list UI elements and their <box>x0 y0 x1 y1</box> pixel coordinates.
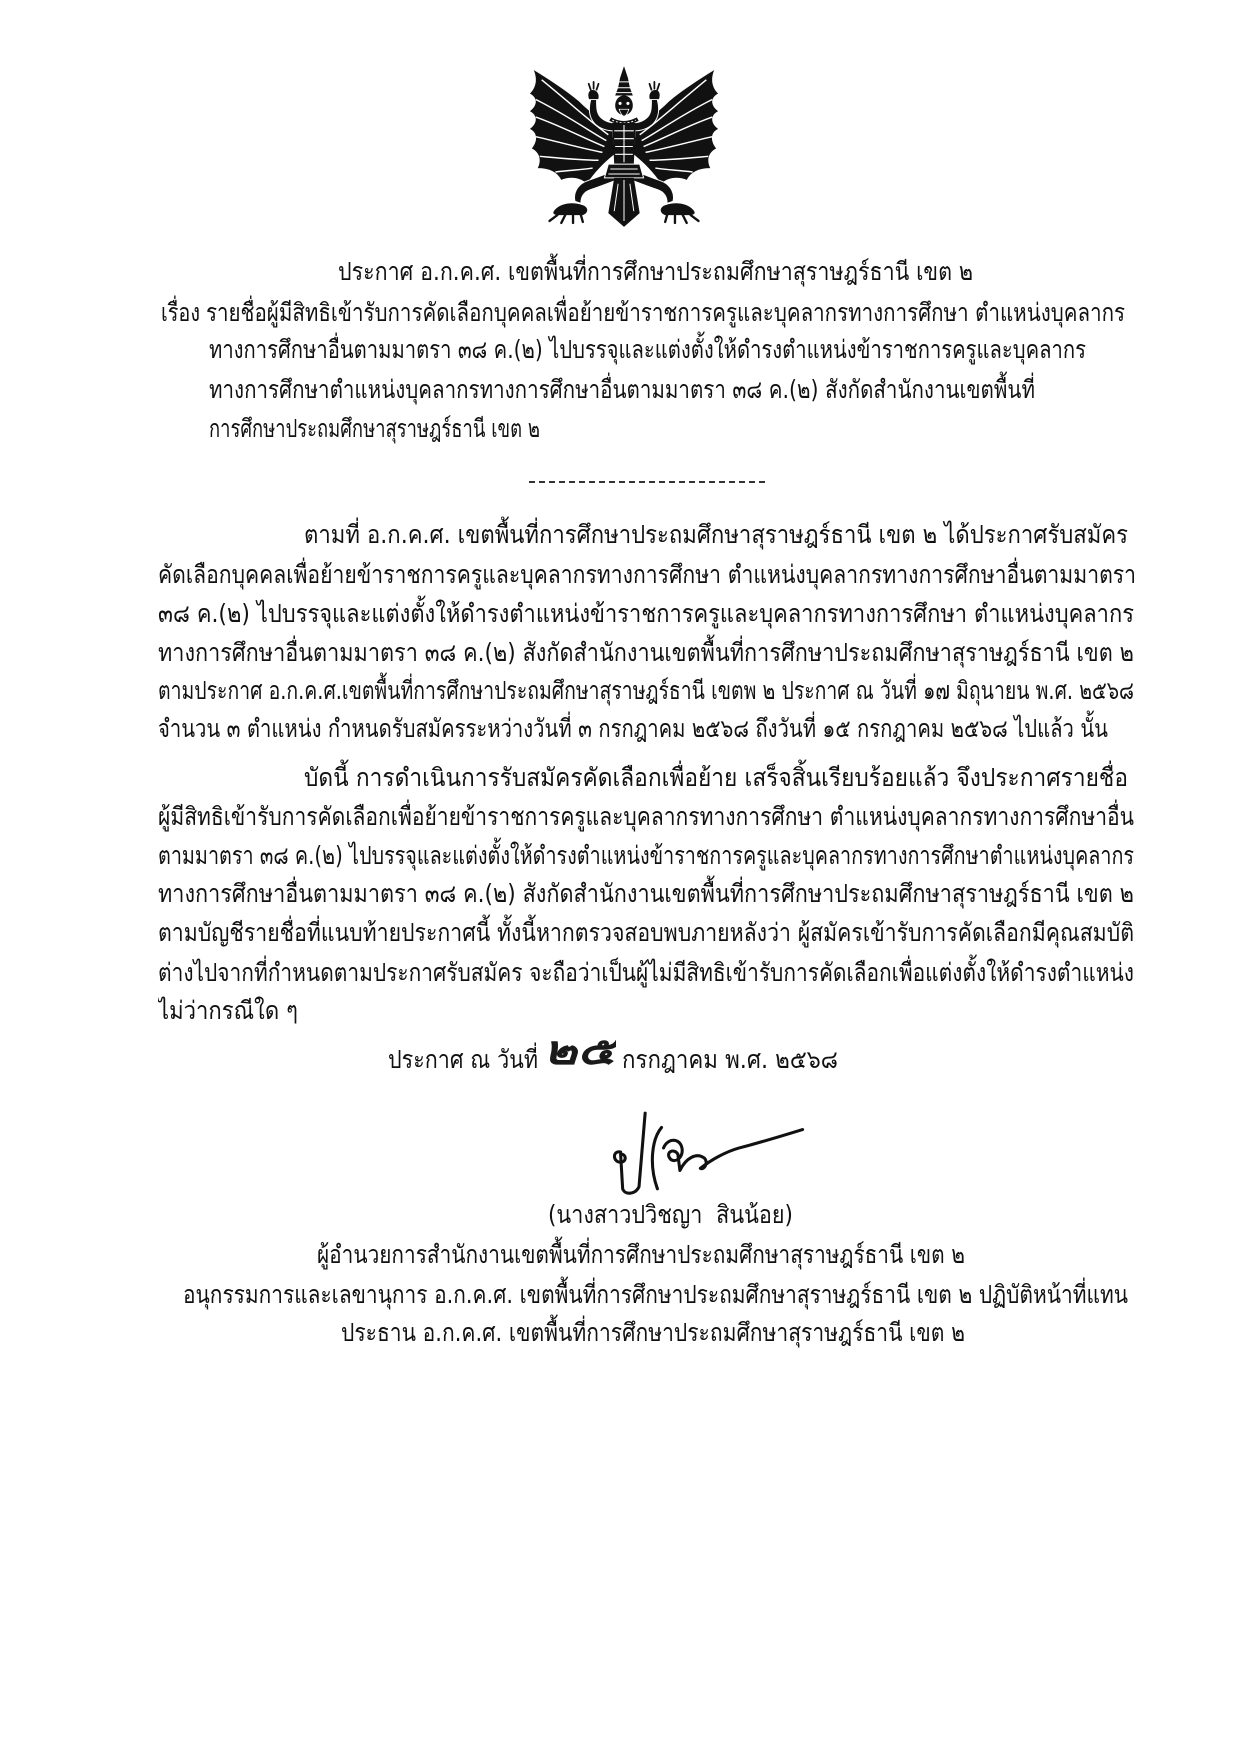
paragraph-2-line <box>158 798 1134 836</box>
subject-line <box>209 410 540 448</box>
handwritten-signature-icon <box>600 1105 815 1197</box>
body-line-text: ทางการศึกษาอื่นตามมาตรา ๓๘ ค.(๒) สังกัดสำนักงานเขตพื้นที่การศึกษาประถมศึกษาสุราษฎร์ธานี เขต ๒ <box>158 638 1134 667</box>
signatory-name <box>548 1196 793 1234</box>
date-suffix <box>622 1041 838 1079</box>
announcement-title-text: ประกาศ อ.ก.ค.ศ. เขตพื้นที่การศึกษาประถมศึกษาสุราษฎร์ธานี เขต ๒ <box>338 257 973 286</box>
body-line-text: ต่างไปจากที่กำหนดตามประกาศรับสมัคร จะถือว่าเป็นผู้ไม่มีสิทธิเข้ารับการคัดเลือกเพื่อแต่งตั้งให้ดำรงตำแหน่ง <box>158 958 1134 987</box>
body-line-text: ทางการศึกษาอื่นตามมาตรา ๓๘ ค.(๒) สังกัดสำนักงานเขตพื้นที่การศึกษาประถมศึกษาสุราษฎร์ธานี เขต ๒ <box>158 879 1134 908</box>
paragraph-1-line <box>158 556 1136 594</box>
subject-line <box>206 294 1125 332</box>
body-line-text: ตามประกาศ อ.ก.ค.ศ.เขตพื้นที่การศึกษาประถมศึกษาสุราษฎร์ธานี เขตพ ๒ ประกาศ ณ วันที่ ๑๗ มิถุนายน พ.ศ. ๒๕๖๘ <box>158 676 1134 705</box>
signatory-title-text: ประธาน อ.ก.ค.ศ. เขตพื้นที่การศึกษาประถมศึกษาสุราษฎร์ธานี เขต ๒ <box>341 1318 965 1347</box>
body-line-text: ๓๘ ค.(๒) ไปบรรจุและแต่งตั้งให้ดำรงตำแหน่งข้าราชการครูและบุคลากรทางการศึกษา ตำแหน่งบุคลากร <box>158 599 1134 628</box>
signatory-title-line <box>183 1276 1128 1314</box>
date-day-text: ๒๕ <box>543 1028 616 1074</box>
paragraph-2-line <box>158 992 298 1030</box>
subject-line-text: รายชื่อผู้มีสิทธิเข้ารับการคัดเลือกบุคคลเพื่อย้ายข้าราชการครูและบุคลากรทางการศึกษา ตำแหน่งบุคลากร <box>206 298 1125 327</box>
paragraph-1-line <box>158 634 1134 672</box>
subject-line-text: ทางการศึกษาอื่นตามมาตรา ๓๘ ค.(๒) ไปบรรจุและแต่งตั้งให้ดำรงตำแหน่งข้าราชการครูและบุคลากร <box>209 335 1086 364</box>
body-line-text: บัดนี้ การดำเนินการรับสมัครคัดเลือกเพื่อย้าย เสร็จสิ้นเรียบร้อยแล้ว จึงประกาศรายชื่อ <box>304 763 1128 792</box>
subject-line <box>209 371 1035 409</box>
signatory-title-line <box>317 1236 965 1274</box>
subject-label <box>161 294 200 332</box>
paragraph-2-line <box>304 759 1128 797</box>
garuda-emblem-icon <box>526 64 722 230</box>
separator-line <box>529 481 765 483</box>
subject-label-text: เรื่อง <box>161 298 200 327</box>
date-prefix <box>388 1041 538 1079</box>
paragraph-2-line <box>158 954 1134 992</box>
signatory-title-line <box>341 1314 965 1352</box>
paragraph-1-line <box>158 595 1134 633</box>
signatory-title-text: อนุกรรมการและเลขานุการ อ.ก.ค.ศ. เขตพื้นที่การศึกษาประถมศึกษาสุราษฎร์ธานี เขต ๒ ปฏิบัติหน้าที่แทน <box>183 1280 1128 1309</box>
paragraph-2-line <box>158 875 1134 913</box>
signatory-title-text: ผู้อำนวยการสำนักงานเขตพื้นที่การศึกษาประถมศึกษาสุราษฎร์ธานี เขต ๒ <box>317 1240 965 1269</box>
subject-line-text: การศึกษาประถมศึกษาสุราษฎร์ธานี เขต ๒ <box>209 414 540 443</box>
paragraph-1-line <box>158 710 1108 748</box>
subject-line <box>209 331 1086 369</box>
paragraph-1-line <box>304 516 1128 554</box>
body-line-text: ตามมาตรา ๓๘ ค.(๒) ไปบรรจุและแต่งตั้งให้ดำรงตำแหน่งข้าราชการครูและบุคลากรทางการศึกษาตำแหน่งบุคลากร <box>158 841 1134 870</box>
date-prefix-text: ประกาศ ณ วันที่ <box>388 1045 538 1074</box>
body-line-text: คัดเลือกบุคคลเพื่อย้ายข้าราชการครูและบุคลากรทางการศึกษา ตำแหน่งบุคลากรทางการศึกษาอื่นตามมาตรา <box>158 560 1136 589</box>
body-line-text: ตามที่ อ.ก.ค.ศ. เขตพื้นที่การศึกษาประถมศึกษาสุราษฎร์ธานี เขต ๒ ได้ประกาศรับสมัคร <box>304 520 1128 549</box>
date-day-handwritten <box>543 1028 616 1074</box>
body-line-text: จำนวน ๓ ตำแหน่ง กำหนดรับสมัครระหว่างวันที่ ๓ กรกฎาคม ๒๕๖๘ ถึงวันที่ ๑๕ กรกฎาคม ๒๕๖๘ ไปแล้ว นั้น <box>158 714 1108 743</box>
body-line-text: ผู้มีสิทธิเข้ารับการคัดเลือกเพื่อย้ายข้าราชการครูและบุคลากรทางการศึกษา ตำแหน่งบุคลากรทางการศึกษาอื่น <box>158 802 1134 831</box>
announcement-title <box>338 253 973 291</box>
signatory-name-text: (นางสาวปวิชญา สินน้อย) <box>548 1200 793 1229</box>
paragraph-1-line <box>158 672 1134 710</box>
paragraph-2-line <box>158 837 1134 875</box>
paragraph-2-line <box>158 914 1134 952</box>
date-suffix-text: กรกฎาคม พ.ศ. ๒๕๖๘ <box>622 1045 838 1074</box>
subject-line-text: ทางการศึกษาตำแหน่งบุคลากรทางการศึกษาอื่นตามมาตรา ๓๘ ค.(๒) สังกัดสำนักงานเขตพื้นที่ <box>209 375 1035 404</box>
body-line-text: ตามบัญชีรายชื่อที่แนบท้ายประกาศนี้ ทั้งนี้หากตรวจสอบพบภายหลังว่า ผู้สมัครเข้ารับการคัดเลือกมีคุณสมบัติ <box>158 918 1134 947</box>
body-line-text: ไม่ว่ากรณีใด ๆ <box>158 996 298 1025</box>
